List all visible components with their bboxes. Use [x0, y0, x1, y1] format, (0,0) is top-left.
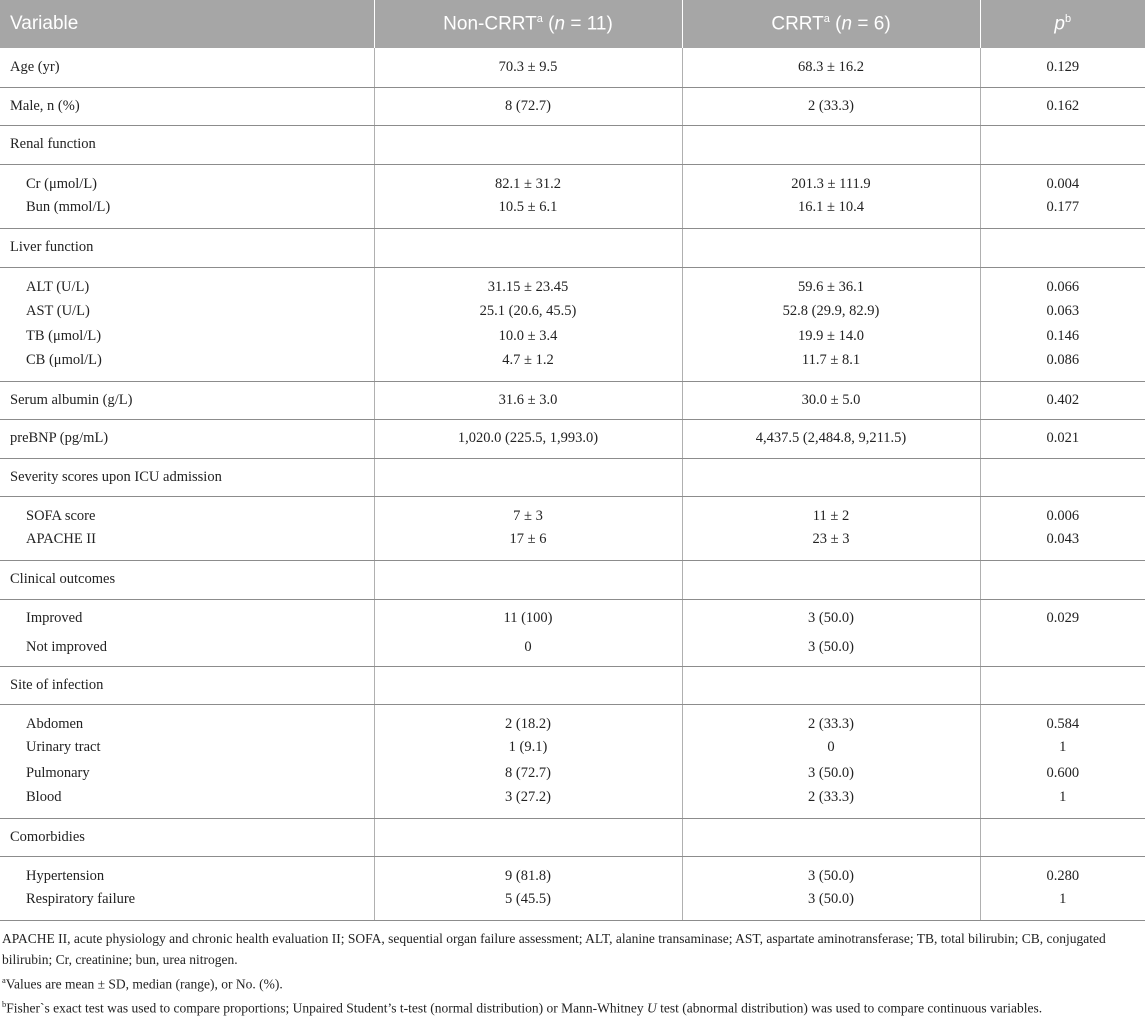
table-row — [0, 196, 1145, 228]
group-label: Clinical outcomes — [0, 560, 374, 599]
cell-non-crrt: 82.1 ± 31.2 — [374, 164, 682, 196]
cell-p: 1 — [980, 888, 1145, 920]
table-group-row — [0, 666, 1145, 704]
table-row — [0, 324, 1145, 349]
table-row — [0, 888, 1145, 920]
row-label: AST (U/L) — [0, 298, 374, 324]
header-p-value: $p^b$ — [1054, 12, 1072, 35]
row-label: CB (μmol/L) — [0, 349, 374, 381]
header-non-crrt-n: (n = 11) — [542, 13, 613, 35]
table-row — [0, 528, 1145, 560]
cell-crrt: 52.8 (29.9, 82.9) — [682, 298, 980, 324]
cell-crrt: 3 (50.0) — [682, 888, 980, 920]
cell-non-crrt: 8 (72.7) — [374, 87, 682, 125]
cell-crrt: 23 ± 3 — [682, 528, 980, 560]
table-row — [0, 419, 1145, 458]
cell-crrt: 2 (33.3) — [682, 704, 980, 735]
header-crrt: CRRT$^a$ (n = 6) — [682, 0, 980, 48]
cell-crrt: 3 (50.0) — [682, 760, 980, 786]
table-row — [0, 298, 1145, 324]
cell-non-crrt: 11 (100) — [374, 599, 682, 637]
cell-non-crrt: 25.1 (20.6, 45.5) — [374, 298, 682, 324]
cell-p: 0.029 — [1046, 609, 1080, 626]
cell-non-crrt: 10.0 ± 3.4 — [374, 324, 682, 349]
table-row — [0, 704, 1145, 735]
group-label: Site of infection — [0, 666, 374, 704]
row-label: Serum albumin (g/L) — [0, 381, 374, 419]
row-label: Pulmonary — [0, 760, 374, 786]
row-label: Abdomen — [0, 704, 374, 735]
group-label: Severity scores upon ICU admission — [0, 458, 374, 496]
header-crrt-n: (n = 6) — [829, 13, 891, 35]
cell-p: 0.584 — [1046, 716, 1080, 732]
row-label: SOFA score — [0, 496, 374, 528]
cell-p: 0.280 — [1046, 868, 1080, 884]
table-row — [0, 496, 1145, 528]
cell-p: 0.177 — [980, 196, 1145, 228]
cell-crrt: 3 (50.0) — [682, 637, 980, 666]
cell-crrt: 201.3 ± 111.9 — [682, 164, 980, 196]
table-group-row — [0, 228, 1145, 267]
table-group-row — [0, 458, 1145, 496]
header-non-crrt: Non-CRRT$^a$ (n = 11) — [374, 0, 682, 48]
cell-p: 0.066 — [1046, 279, 1080, 295]
group-label: Liver function — [0, 228, 374, 267]
table-row — [0, 164, 1145, 196]
cell-p — [980, 637, 1145, 666]
table-group-row — [0, 818, 1145, 856]
cell-non-crrt: 10.5 ± 6.1 — [374, 196, 682, 228]
table-row — [0, 735, 1145, 760]
cell-crrt: 19.9 ± 14.0 — [682, 324, 980, 349]
table-row — [0, 760, 1145, 786]
row-label: TB (μmol/L) — [0, 324, 374, 349]
cell-non-crrt: 31.15 ± 23.45 — [374, 267, 682, 298]
table-row — [0, 381, 1145, 419]
cell-non-crrt: 0 — [374, 637, 682, 666]
cell-non-crrt: 17 ± 6 — [374, 528, 682, 560]
cell-non-crrt: 1 (9.1) — [374, 735, 682, 760]
cell-non-crrt: 1,020.0 (225.5, 1,993.0) — [374, 419, 682, 458]
cell-p: 1 — [1059, 739, 1067, 755]
cell-non-crrt: 70.3 ± 9.5 — [374, 48, 682, 87]
row-label: ALT (U/L) — [0, 267, 374, 298]
row-label: Cr (μmol/L) — [0, 164, 374, 196]
table-row — [0, 87, 1145, 125]
table-row — [0, 637, 1145, 666]
table-row — [0, 349, 1145, 381]
table-header-row — [0, 0, 1145, 48]
row-label: Respiratory failure — [0, 888, 374, 920]
cell-non-crrt: 3 (27.2) — [374, 786, 682, 818]
footnote-a: $^a$Values are mean ± SD, median (range), or No. (%). — [2, 974, 283, 991]
row-label: Age (yr) — [0, 48, 374, 87]
cell-non-crrt: 4.7 ± 1.2 — [374, 349, 682, 381]
cell-non-crrt: 2 (18.2) — [374, 704, 682, 735]
cell-p: 0.402 — [980, 381, 1145, 419]
cell-p: 0.146 — [1046, 328, 1080, 344]
cell-crrt: 3 (50.0) — [682, 599, 980, 637]
cell-p: 0.021 — [980, 419, 1145, 458]
table-row — [0, 48, 1145, 87]
table-row — [0, 599, 1145, 637]
table-row — [0, 856, 1145, 888]
footnote-abbreviations: APACHE II, acute physiology and chronic health evaluation II; SOFA, sequential organ failure assessment; ALT, alanine transaminase; AST, aspartate aminotransferase; TB, total bilirubin; CB, conjugated bilirubin; Cr, creatinine; bun, urea nitrogen. — [2, 930, 1106, 967]
header-variable: Variable — [0, 0, 374, 48]
row-label: Improved — [0, 599, 374, 637]
row-label: Not improved — [0, 637, 374, 666]
cell-non-crrt: 7 ± 3 — [374, 496, 682, 528]
cell-crrt: 16.1 ± 10.4 — [682, 196, 980, 228]
cell-crrt: 3 (50.0) — [682, 856, 980, 888]
cell-p: 1 — [980, 786, 1145, 818]
cell-p: 0.086 — [980, 349, 1145, 381]
row-label: Male, n (%) — [0, 87, 374, 125]
cell-crrt: 0 — [682, 735, 980, 760]
cell-p: 0.006 — [1046, 508, 1080, 524]
cell-crrt: 30.0 ± 5.0 — [682, 381, 980, 419]
cell-crrt: 11.7 ± 8.1 — [682, 349, 980, 381]
cell-p: 0.129 — [980, 48, 1145, 87]
cell-p: 0.063 — [1046, 302, 1080, 319]
row-label: Blood — [0, 786, 374, 818]
cell-crrt: 2 (33.3) — [682, 87, 980, 125]
table-group-row — [0, 125, 1145, 164]
row-label: preBNP (pg/mL) — [0, 419, 374, 458]
footnote-b: $^b$Fisher`s exact test was used to compare proportions; Unpaired Student’s t-test (normal distribution) or Mann-Whitney U test (abnormal distribution) was used to compare continuous variables. — [2, 999, 1043, 1016]
cell-p: 0.043 — [980, 528, 1145, 560]
group-label: Comorbidies — [0, 818, 374, 856]
cell-p: 0.162 — [980, 87, 1145, 125]
group-label: Renal function — [0, 125, 374, 164]
table-row — [0, 267, 1145, 298]
cell-non-crrt: 8 (72.7) — [374, 760, 682, 786]
cell-non-crrt: 31.6 ± 3.0 — [374, 381, 682, 419]
table-group-row — [0, 560, 1145, 599]
cell-p: 0.600 — [1046, 764, 1080, 781]
cell-p: 0.004 — [1046, 176, 1080, 192]
cell-crrt: 11 ± 2 — [682, 496, 980, 528]
table-footnotes — [0, 921, 1145, 1019]
row-label: Hypertension — [0, 856, 374, 888]
row-label: Bun (mmol/L) — [0, 196, 374, 228]
cell-crrt: 2 (33.3) — [682, 786, 980, 818]
table-row — [0, 786, 1145, 818]
cell-non-crrt: 5 (45.5) — [374, 888, 682, 920]
cell-non-crrt: 9 (81.8) — [374, 856, 682, 888]
cell-crrt: 59.6 ± 36.1 — [682, 267, 980, 298]
row-label: APACHE II — [0, 528, 374, 560]
row-label: Urinary tract — [0, 735, 374, 760]
cell-crrt: 4,437.5 (2,484.8, 9,211.5) — [682, 419, 980, 458]
cell-crrt: 68.3 ± 16.2 — [682, 48, 980, 87]
